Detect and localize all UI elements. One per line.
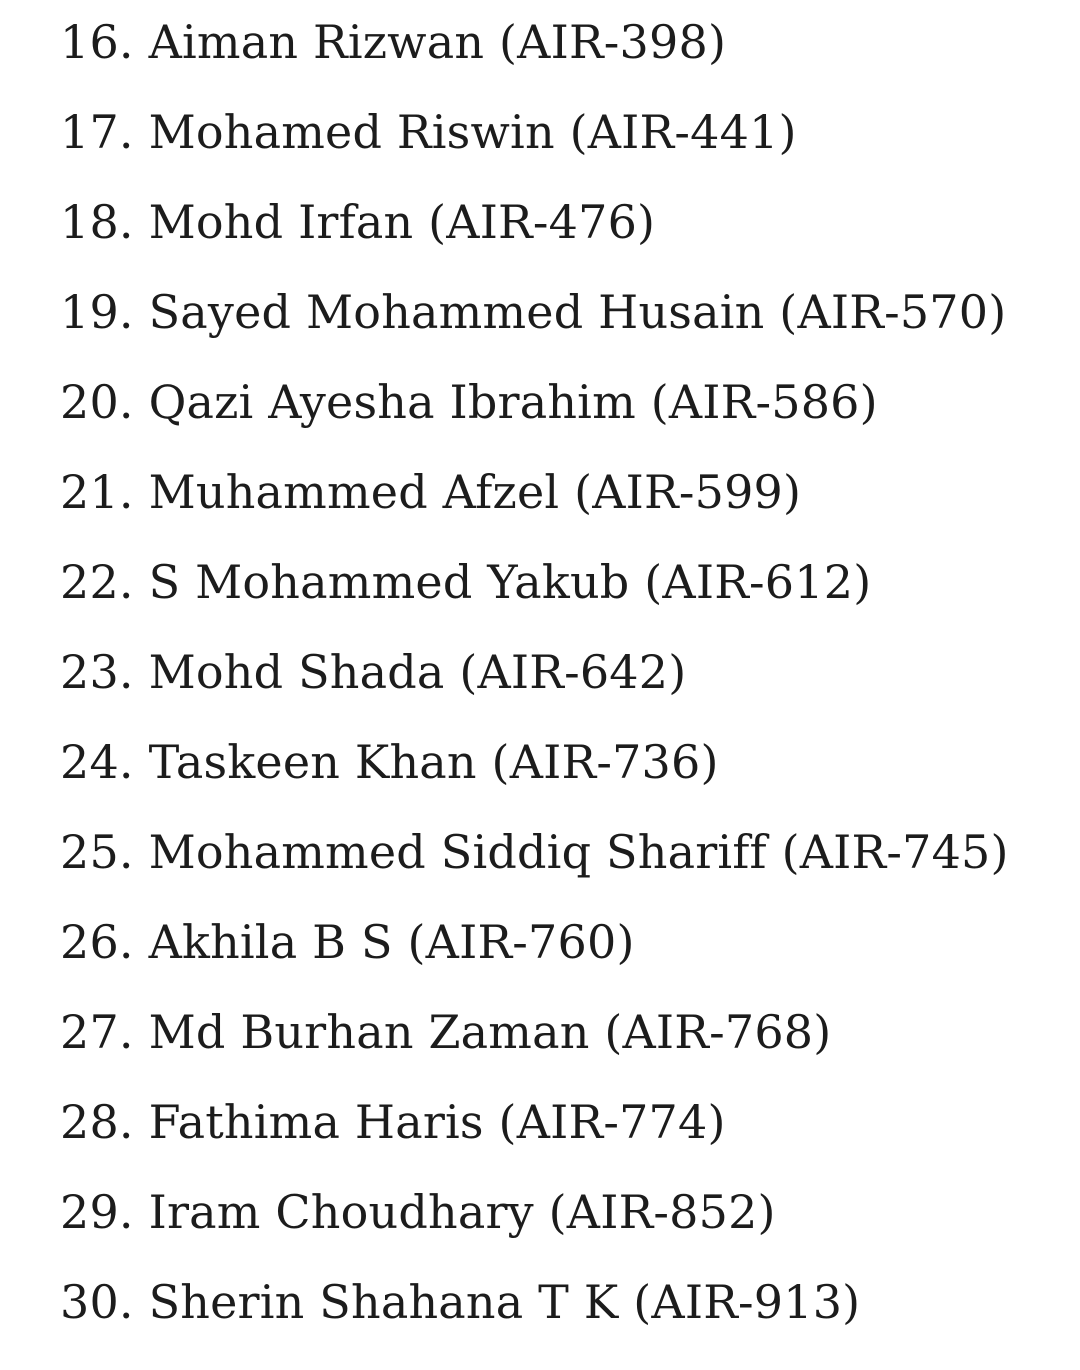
list-item: [60, 897, 635, 987]
list-item-text: 25. Mohammed Siddiq Shariff (AIR-745): [60, 825, 1009, 879]
list-item-text: 18. Mohd Irfan (AIR-476): [60, 195, 656, 249]
list-item-text: 28. Fathima Haris (AIR-774): [60, 1095, 726, 1149]
list-item-text: 16. Aiman Rizwan (AIR-398): [60, 15, 727, 69]
list-item-text: 30. Sherin Shahana T K (AIR-913): [60, 1275, 861, 1329]
list-item: [60, 447, 801, 537]
list-item-text: 29. Iram Choudhary (AIR-852): [60, 1185, 776, 1239]
list-item: [60, 267, 1006, 357]
list-item-text: 19. Sayed Mohammed Husain (AIR-570): [60, 285, 1007, 339]
list-item-text: 24. Taskeen Khan (AIR-736): [60, 735, 719, 789]
list-item: [60, 537, 871, 627]
list-item-text: 17. Mohamed Riswin (AIR-441): [60, 105, 797, 159]
list-item-text: 27. Md Burhan Zaman (AIR-768): [60, 1005, 832, 1059]
list-item-text: 20. Qazi Ayesha Ibrahim (AIR-586): [60, 375, 878, 429]
list-item: [60, 717, 719, 807]
list-item: [60, 627, 686, 717]
list-item: [60, 0, 726, 87]
list-item-text: 22. S Mohammed Yakub (AIR-612): [60, 555, 872, 609]
list-item: [60, 177, 655, 267]
list-item: [60, 987, 831, 1077]
list-item: [60, 87, 797, 177]
list-item: [60, 1257, 860, 1347]
list-item: [60, 1167, 776, 1257]
list-item: [60, 807, 1009, 897]
list-item-text: 21. Muhammed Afzel (AIR-599): [60, 465, 802, 519]
list-item: [60, 357, 878, 447]
list-item-text: 26. Akhila B S (AIR-760): [60, 915, 635, 969]
list-item: [60, 1077, 726, 1167]
list-item-text: 23. Mohd Shada (AIR-642): [60, 645, 687, 699]
